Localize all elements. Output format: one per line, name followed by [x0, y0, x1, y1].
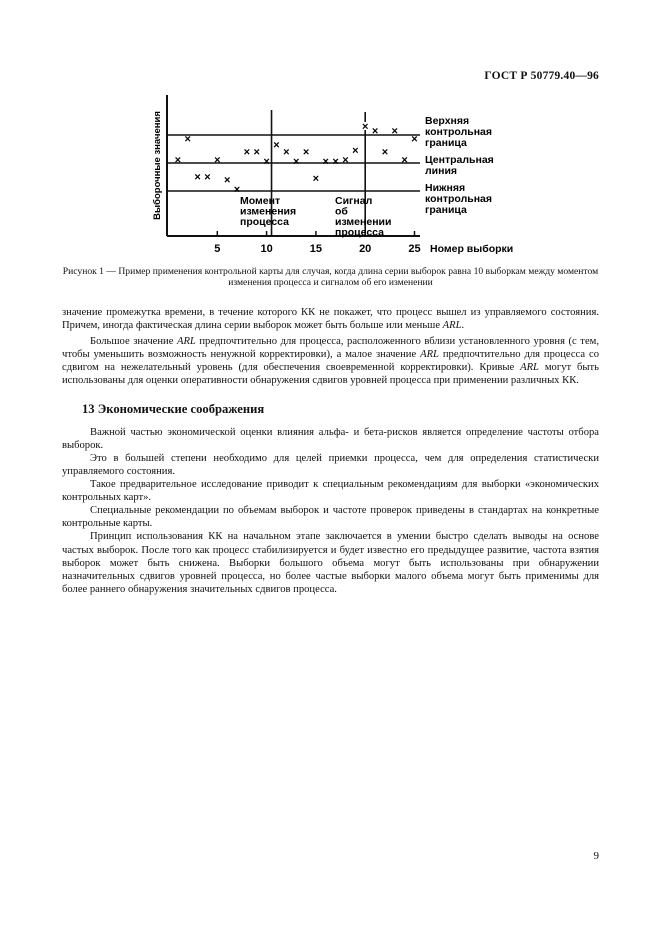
data-point: ×: [204, 171, 211, 184]
data-point: ×: [322, 156, 329, 169]
center-line-label: Центральная линия: [425, 154, 494, 177]
data-point: ×: [381, 146, 389, 159]
data-point: ×: [233, 184, 241, 197]
paragraph-4: Это в большей степени необходимо для целей приемки процесса, чем для определения статистически управляемого состояния.: [62, 452, 599, 477]
paragraph-2: Большое значение ARL предпочтительно для процесса, расположенного вблизи установленного уровня (с тем, чтобы уменьшить возможность ненужной корректировки), а малое значение ARL предпочтительно для процесса со сдвигом на нежелательный уровень (для обеспечения своевременной корректировки). Кривые ARL могут быть использованы для оценки оперативности обнаружения сдвигов уровней процесса при применении различных КК.: [62, 336, 599, 387]
x-tick-label: 20: [359, 243, 372, 255]
x-axis-label: Номер выборки: [430, 243, 514, 255]
process-change-label: Момент изменения процесса: [240, 195, 297, 228]
data-point: ×: [253, 146, 260, 159]
y-axis-label: Выборочные значения: [152, 111, 163, 220]
data-point: ×: [352, 144, 359, 157]
x-tick-label: 10: [260, 243, 273, 255]
data-point: ×: [371, 125, 379, 138]
figure-caption: Рисунок 1 — Пример применения контрольной карты для случая, когда длина серии выборок равна 10 выборкам между моментом изменения процесса и сигналом об его изменении: [62, 266, 599, 288]
paragraph-3: Важной частью экономической оценки влияния альфа- и бета-рисков является определение частоты отбора выборок.: [62, 426, 599, 451]
data-point: ×: [243, 146, 251, 159]
data-point: ×: [302, 146, 310, 159]
data-point: ×: [342, 154, 349, 167]
paragraph-1: значение промежутка времени, в течение которого КК не покажет, что процесс вышел из управляемого состояния. Причем, иногда фактическая длина серии выборок может быть больше или меньше ARL.: [62, 307, 599, 332]
data-point: ×: [391, 125, 398, 138]
data-points: [175, 121, 418, 196]
section-heading: 13 Экономические соображения: [82, 401, 265, 416]
page-number: 9: [593, 850, 599, 862]
data-point: ×: [411, 133, 418, 146]
data-point: ×: [184, 133, 191, 146]
data-point: ×: [292, 156, 300, 169]
body-text: [62, 306, 599, 596]
data-point: ×: [283, 146, 290, 159]
data-point: ×: [263, 156, 270, 169]
data-point: ×: [332, 156, 339, 169]
x-tick-label: 5: [214, 243, 221, 255]
standard-code: ГОСТ Р 50779.40—96: [484, 70, 599, 82]
data-point: ×: [312, 172, 320, 185]
data-point: ×: [273, 139, 280, 152]
x-tick-label: 25: [408, 243, 421, 255]
data-point: ×: [361, 121, 369, 134]
data-point: ×: [401, 154, 408, 167]
paragraph-6: Специальные рекомендации по объемам выборок и частоте проверок приведены в стандартах на конкретные контрольные карты.: [62, 505, 599, 530]
upper-control-label: Верхняя контрольная граница: [425, 115, 493, 149]
data-point: ×: [194, 171, 201, 184]
x-tick-label: 15: [309, 243, 323, 255]
data-point: ×: [174, 154, 182, 167]
signal-label: Сигнал об изменении процесса: [335, 195, 392, 239]
data-point: ×: [223, 174, 231, 187]
data-point: ×: [214, 154, 221, 167]
paragraph-5: Такое предварительное исследование приводит к специальным рекомендациям для выборки «экономических контрольных карт».: [62, 479, 599, 504]
paragraph-7: Принцип использования КК на начальном этапе заключается в умении быстро сделать выводы на основе частых выборок. После того как процесс стабилизируется и будет известно его предыдущее развитие, частота взятия выборок может быть снижена. Выборки большого объема могут быть использованы при обнаружении назначительных сдвигов уровней процесса, но более частые выборки малого объема могут быть применимы для более раннего обнаружения значительных сдвигов процесса.: [62, 531, 599, 595]
control-chart: [0, 0, 661, 270]
lower-control-label: Нижняя контрольная граница: [425, 182, 493, 216]
